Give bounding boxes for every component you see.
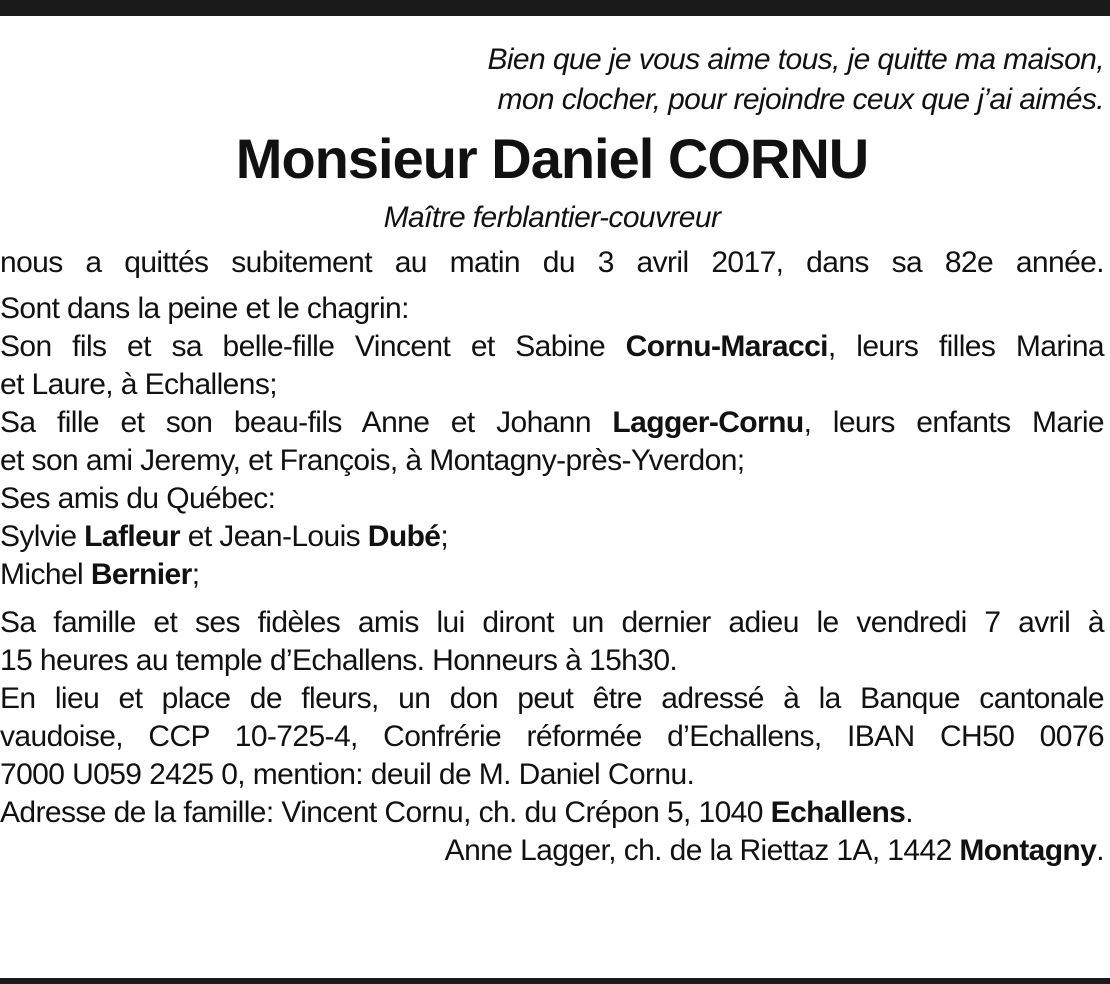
son-prefix: Son fils et sa belle-fille Vincent et Sabine bbox=[0, 330, 626, 363]
son-surname: Cornu-Maracci bbox=[625, 330, 828, 363]
family-son-line bbox=[0, 328, 1104, 366]
deceased-name: Monsieur Daniel CORNU bbox=[235, 127, 869, 190]
friend1-surname-2: Dubé bbox=[367, 520, 441, 553]
friends-intro: Ses amis du Québec: bbox=[0, 482, 276, 515]
donation-line-1: En lieu et place de fleurs, un don peut être adressé à la Banque cantonale bbox=[0, 682, 1104, 715]
address1-end: . bbox=[905, 796, 914, 829]
friend1-surname: Lafleur bbox=[84, 520, 180, 553]
daughter-suffix: , leurs enfants Marie bbox=[803, 406, 1104, 439]
friend1-end: ; bbox=[440, 520, 449, 553]
family-section bbox=[0, 290, 1104, 594]
service-line-1: Sa famille et ses fidèles amis lui diront un dernier adieu le vendredi 7 avril à bbox=[0, 606, 1104, 639]
quote-line-2: mon clocher, pour rejoindre ceux que j’ai aimés. bbox=[497, 83, 1104, 116]
obituary-notice bbox=[0, 40, 1104, 870]
deceased-profession: Maître ferblantier-couvreur bbox=[383, 201, 721, 234]
top-rule bbox=[0, 0, 1110, 16]
donation-line-2: vaudoise, CCP 10-725-4, Confrérie réformée d’Echallens, IBAN CH50 0076 bbox=[0, 720, 1104, 753]
quote-line-1: Bien que je vous aime tous, je quitte ma maison, bbox=[487, 43, 1104, 76]
son-suffix: , leurs filles Marina bbox=[827, 330, 1104, 363]
friend2-first: Michel bbox=[0, 558, 91, 591]
donation-line-3: 7000 U059 2425 0, mention: deuil de M. Daniel Cornu. bbox=[0, 758, 695, 791]
death-announcement: nous a quittés subitement au matin du 3 avril 2017, dans sa 82e année. bbox=[0, 246, 1104, 279]
friend1-first: Sylvie bbox=[0, 520, 85, 553]
address2-prefix: Anne Lagger, ch. de la Riettaz 1A, 1442 bbox=[444, 834, 960, 867]
address2-city: Montagny bbox=[959, 834, 1097, 867]
bottom-rule bbox=[0, 978, 1110, 984]
friends-line-2 bbox=[0, 556, 1104, 594]
address1-city: Echallens bbox=[770, 796, 906, 829]
family-son-line-2: et Laure, à Echallens; bbox=[0, 368, 277, 401]
family-daughter-line-2: et son ami Jeremy, et François, à Montagny-près-Yverdon; bbox=[0, 444, 745, 477]
daughter-surname: Lagger-Cornu bbox=[612, 406, 804, 439]
address1-prefix: Adresse de la famille: Vincent Cornu, ch. du Crépon 5, 1040 bbox=[0, 796, 771, 829]
friend1-middle: et Jean-Louis bbox=[180, 520, 368, 553]
address2-end: . bbox=[1096, 834, 1104, 867]
service-line-2: 15 heures au temple d’Echallens. Honneurs à 15h30. bbox=[0, 644, 678, 677]
family-address-2 bbox=[0, 832, 1104, 870]
epigraph-quote bbox=[0, 40, 1104, 120]
family-intro: Sont dans la peine et le chagrin: bbox=[0, 292, 409, 325]
family-daughter-line bbox=[0, 404, 1104, 442]
service-section bbox=[0, 604, 1104, 870]
friends-line-1 bbox=[0, 518, 1104, 556]
family-address-1 bbox=[0, 794, 1104, 832]
friend2-end: ; bbox=[191, 558, 200, 591]
daughter-prefix: Sa fille et son beau-fils Anne et Johann bbox=[0, 406, 613, 439]
friend2-surname: Bernier bbox=[90, 558, 192, 591]
